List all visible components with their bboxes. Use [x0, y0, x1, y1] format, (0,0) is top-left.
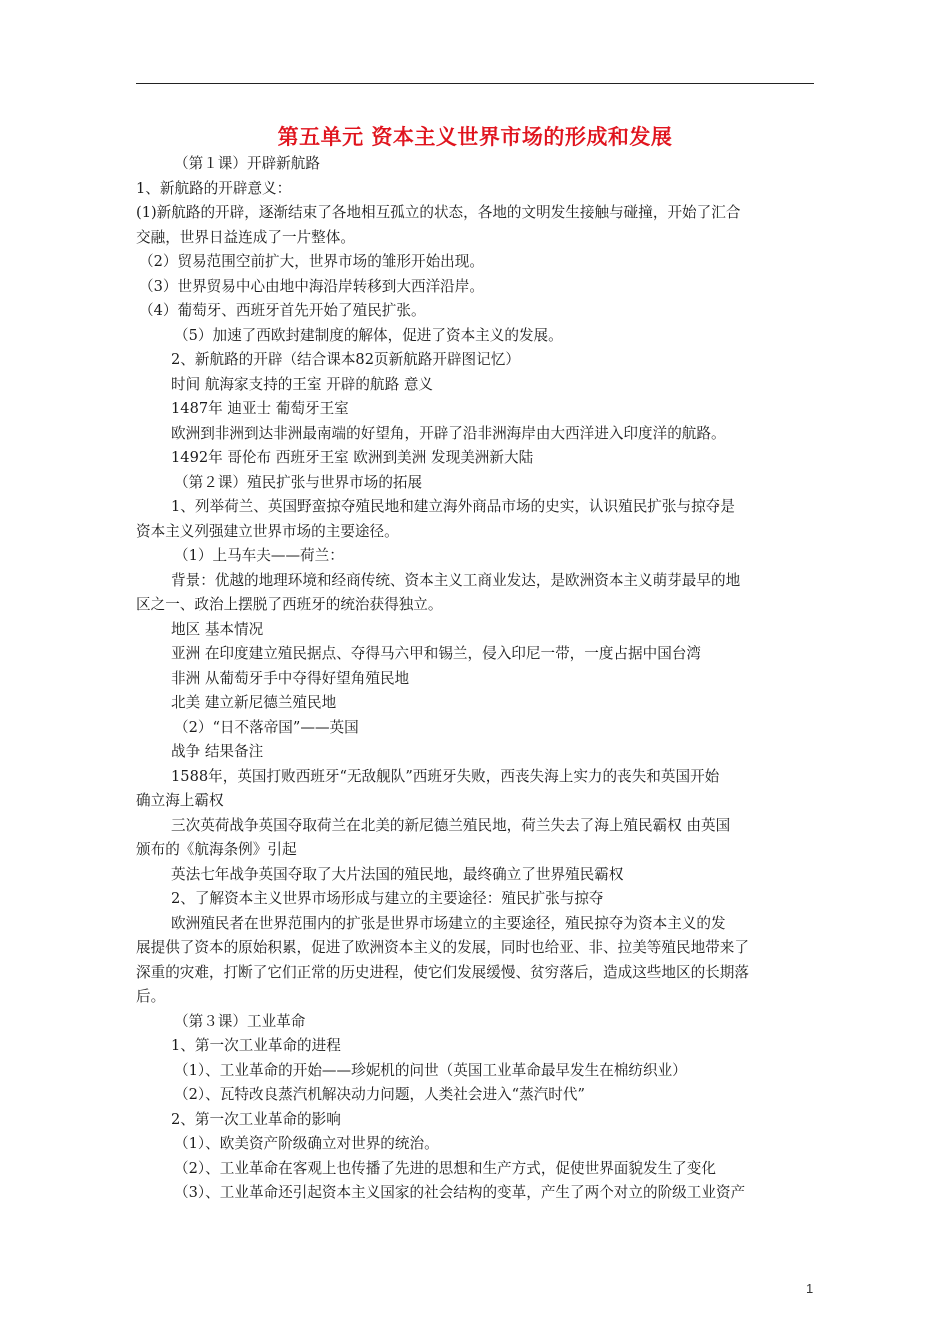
text-line: 1、第一次工业革命的进程: [171, 1037, 341, 1054]
text-line: 展提供了资本的原始积累，促进了欧洲资本主义的发展，同时也给亚、非、拉美等殖民地带来了: [136, 939, 749, 956]
text-line: 英法七年战争英国夺取了大片法国的殖民地，最终确立了世界殖民霸权: [171, 865, 624, 883]
text-line: 三次英荷战争英国夺取荷兰在北美的新尼德兰殖民地，荷兰失去了海上殖民霸权 由英国: [171, 816, 731, 834]
text-line: （2）贸易范围空前扩大，世界市场的雏形开始出现。: [139, 253, 484, 270]
text-line: （2）、瓦特改良蒸汽机解决动力问题，人类社会进入“蒸汽时代”: [174, 1086, 585, 1103]
text-line: （1）、工业革命的开始——珍妮机的问世（英国工业革命最早发生在棉纺织业）: [174, 1061, 687, 1079]
text-line: 北美 建立新尼德兰殖民地: [171, 694, 337, 711]
text-line: 交融，世界日益连成了一片整体。: [136, 228, 355, 246]
text-line: （5）加速了西欧封建制度的解体，促进了资本主义的发展。: [174, 326, 563, 344]
page-number: 1: [806, 1281, 814, 1296]
text-line: （2）、工业革命在客观上也传播了先进的思想和生产方式，促使世界面貌发生了变化: [174, 1159, 716, 1177]
text-line: 区之一、政治上摆脱了西班牙的统治获得独立。: [136, 596, 443, 613]
text-line: （第２课）殖民扩张与世界市场的拓展: [174, 473, 423, 491]
text-line: （第１课）开辟新航路: [174, 155, 320, 172]
text-line: 欧洲到非洲到达非洲最南端的好望角，开辟了沿非洲海岸由大西洋进入印度洋的航路。: [171, 424, 726, 442]
text-line: 背景：优越的地理环境和经商传统、资本主义工商业发达，是欧洲资本主义萌芽最早的地: [171, 571, 741, 589]
text-line: 深重的灾难，打断了它们正常的历史进程，使它们发展缓慢、贫穷落后，造成这些地区的长期落: [136, 963, 749, 981]
text-line: （4）葡萄牙、西班牙首先开始了殖民扩张。: [139, 302, 426, 319]
text-line: 资本主义列强建立世界市场的主要途径。: [136, 522, 399, 540]
document-title: 第五单元 资本主义世界市场的形成和发展: [277, 125, 673, 149]
header-rule: [136, 83, 814, 84]
text-line: （第３课）工业革命: [174, 1012, 306, 1030]
text-line: 地区 基本情况: [171, 620, 264, 638]
text-line: （1）、欧美资产阶级确立对世界的统治。: [174, 1135, 439, 1152]
text-line: 后。: [136, 988, 166, 1005]
text-line: 非洲 从葡萄牙手中夺得好望角殖民地: [171, 669, 410, 687]
text-line: 确立海上霸权: [136, 792, 224, 809]
text-line: 2、了解资本主义世界市场形成与建立的主要途径：殖民扩张与掠夺: [171, 890, 604, 907]
text-line: 亚洲 在印度建立殖民据点、夺得马六甲和锡兰，侵入印尼一带，一度占据中国台湾: [171, 645, 702, 662]
text-line: （1）上马车夫——荷兰：: [174, 547, 344, 564]
text-line: 1、新航路的开辟意义：: [136, 179, 292, 197]
text-line: (1)新航路的开辟，逐渐结束了各地相互孤立的状态，各地的文明发生接触与碰撞，开始了汇合: [136, 204, 741, 221]
text-line: 欧洲殖民者在世界范围内的扩张是世界市场建立的主要途径，殖民掠夺为资本主义的发: [171, 914, 726, 932]
text-line: 战争 结果备注: [171, 743, 264, 760]
text-line: 1487年 迪亚士 葡萄牙王室: [171, 400, 349, 417]
text-line: （3）、工业革命还引起资本主义国家的社会结构的变革，产生了两个对立的阶级工业资产: [174, 1184, 746, 1201]
text-line: 颁布的《航海条例》引起: [136, 841, 297, 858]
document-body: [136, 152, 818, 1206]
text-line: 1588年，英国打败西班牙“无敌舰队”西班牙失败，西丧失海上实力的丧失和英国开始: [171, 767, 720, 785]
text-line: （3）世界贸易中心由地中海沿岸转移到大西洋沿岸。: [139, 277, 484, 295]
text-line: 2、新航路的开辟（结合课本82页新航路开辟图记忆）: [171, 351, 520, 368]
text-line: （2）“日不落帝国”——英国: [174, 718, 359, 736]
text-line: 时间 航海家支持的王室 开辟的航路 意义: [171, 375, 434, 393]
text-line: 2、第一次工业革命的影响: [171, 1110, 341, 1128]
text-line: 1492年 哥伦布 西班牙王室 欧洲到美洲 发现美洲新大陆: [171, 449, 534, 466]
text-line: 1、列举荷兰、英国野蛮掠夺殖民地和建立海外商品市场的史实，认识殖民扩张与掠夺是: [171, 498, 735, 515]
